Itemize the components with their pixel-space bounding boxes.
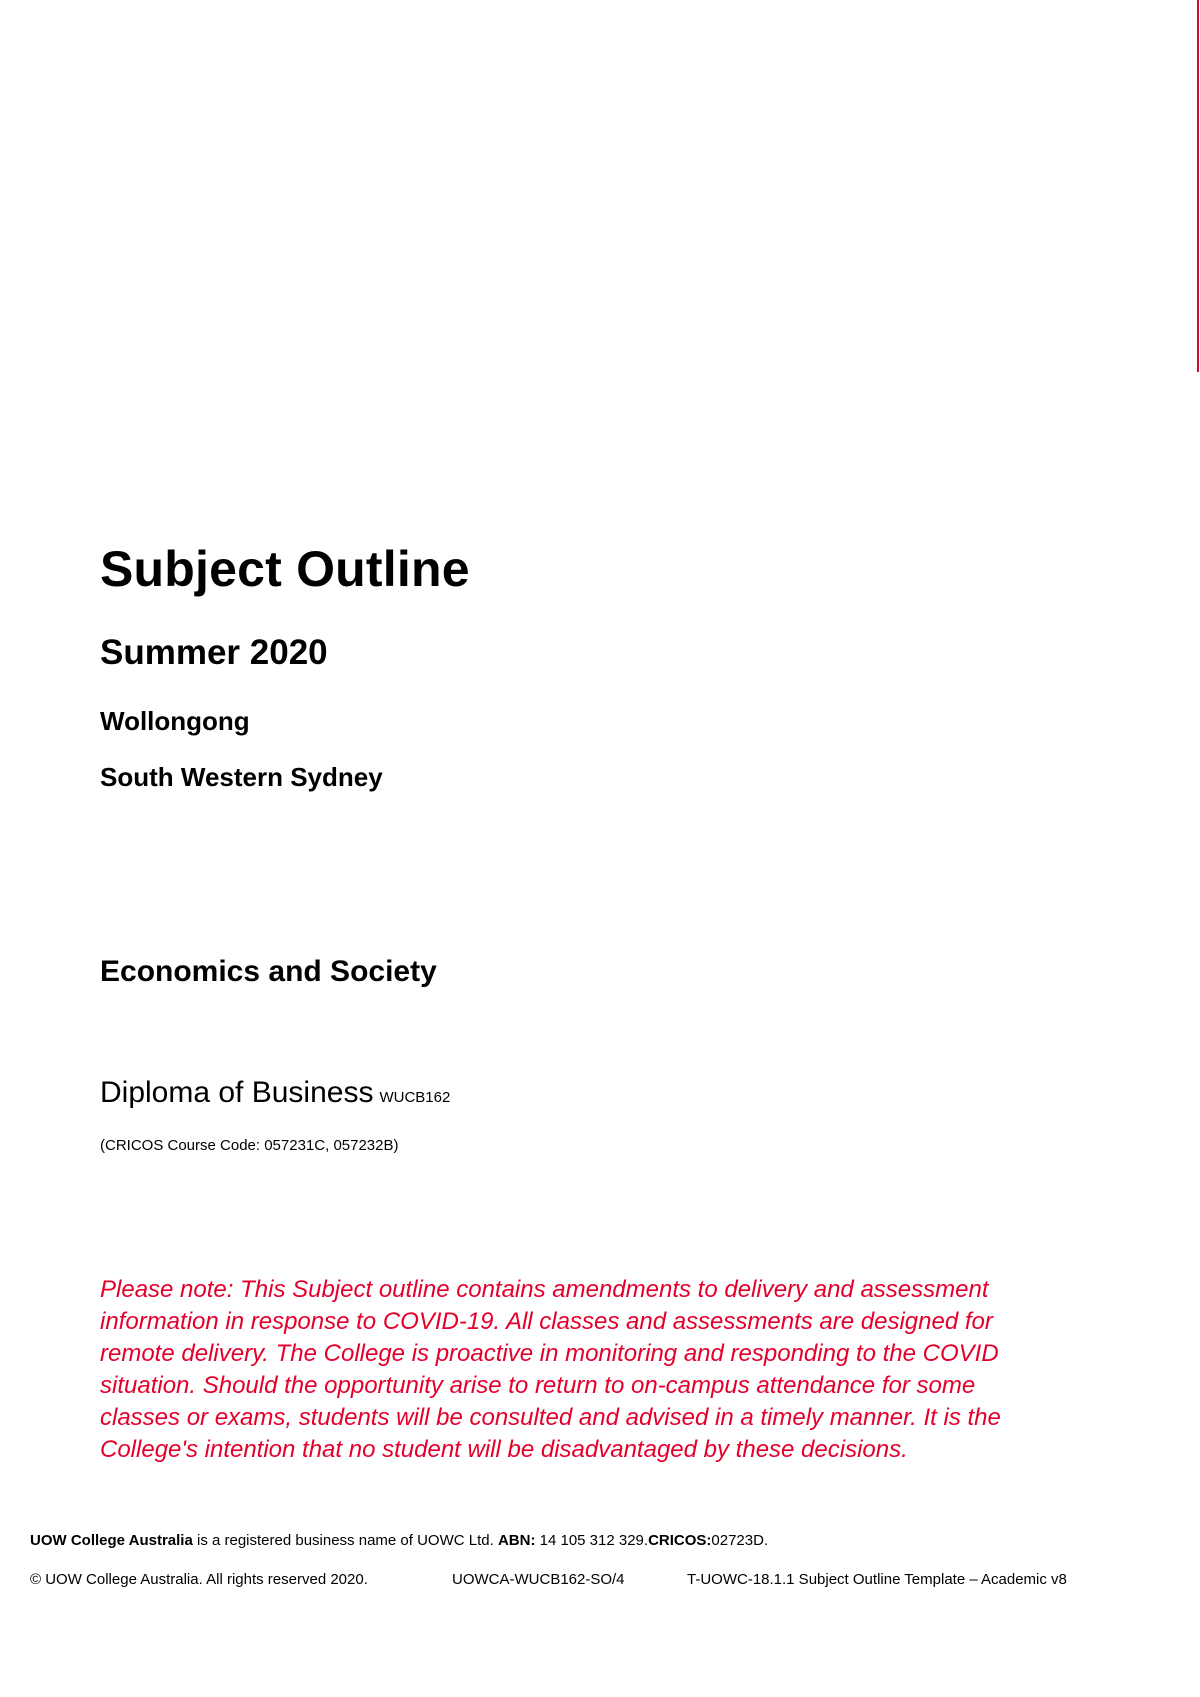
campus-south-western-sydney: South Western Sydney (100, 762, 383, 792)
cricos-course-code: (CRICOS Course Code: 057231C, 057232B) (100, 1137, 399, 1154)
subject-name: Economics and Society (100, 955, 437, 988)
footer-cricos-value: 02723D. (711, 1532, 769, 1549)
term-heading: Summer 2020 (100, 633, 328, 672)
course-name: Diploma of Business (100, 1076, 374, 1109)
footer-registration (30, 1532, 768, 1549)
campus-wollongong: Wollongong (100, 706, 250, 736)
document-title: Subject Outline (100, 541, 470, 597)
footer-info (30, 1571, 1067, 1588)
accent-line (1197, 0, 1199, 372)
footer-org-name: UOW College Australia (30, 1532, 193, 1549)
footer-template: T-UOWC-18.1.1 Subject Outline Template – Academic v8 (687, 1571, 1067, 1588)
footer-doc-id: UOWCA-WUCB162-SO/4 (452, 1571, 625, 1588)
footer-registered-text: is a registered business name of UOWC Ltd. (192, 1532, 498, 1549)
footer-cricos-label: CRICOS: (648, 1532, 712, 1549)
covid-notice: Please note: This Subject outline contains amendments to delivery and assessment information in response to COVID-19. All classes and assessments are designed for remote delivery. The College is proactive in monitoring and responding to the COVID situation. Should the opportunity arise to return to on-campus attendance for some classes or exams, students will be consulted and advised in a timely manner. It is the College's intention that no student will be disadvantaged by these decisions. (100, 1276, 1001, 1463)
course-line (100, 1076, 450, 1110)
footer-copyright: © UOW College Australia. All rights reserved 2020. (30, 1571, 368, 1588)
footer-abn-value: 14 105 312 329. (535, 1532, 649, 1549)
footer-abn-label: ABN: (497, 1532, 536, 1549)
course-code: WUCB162 (379, 1089, 451, 1106)
